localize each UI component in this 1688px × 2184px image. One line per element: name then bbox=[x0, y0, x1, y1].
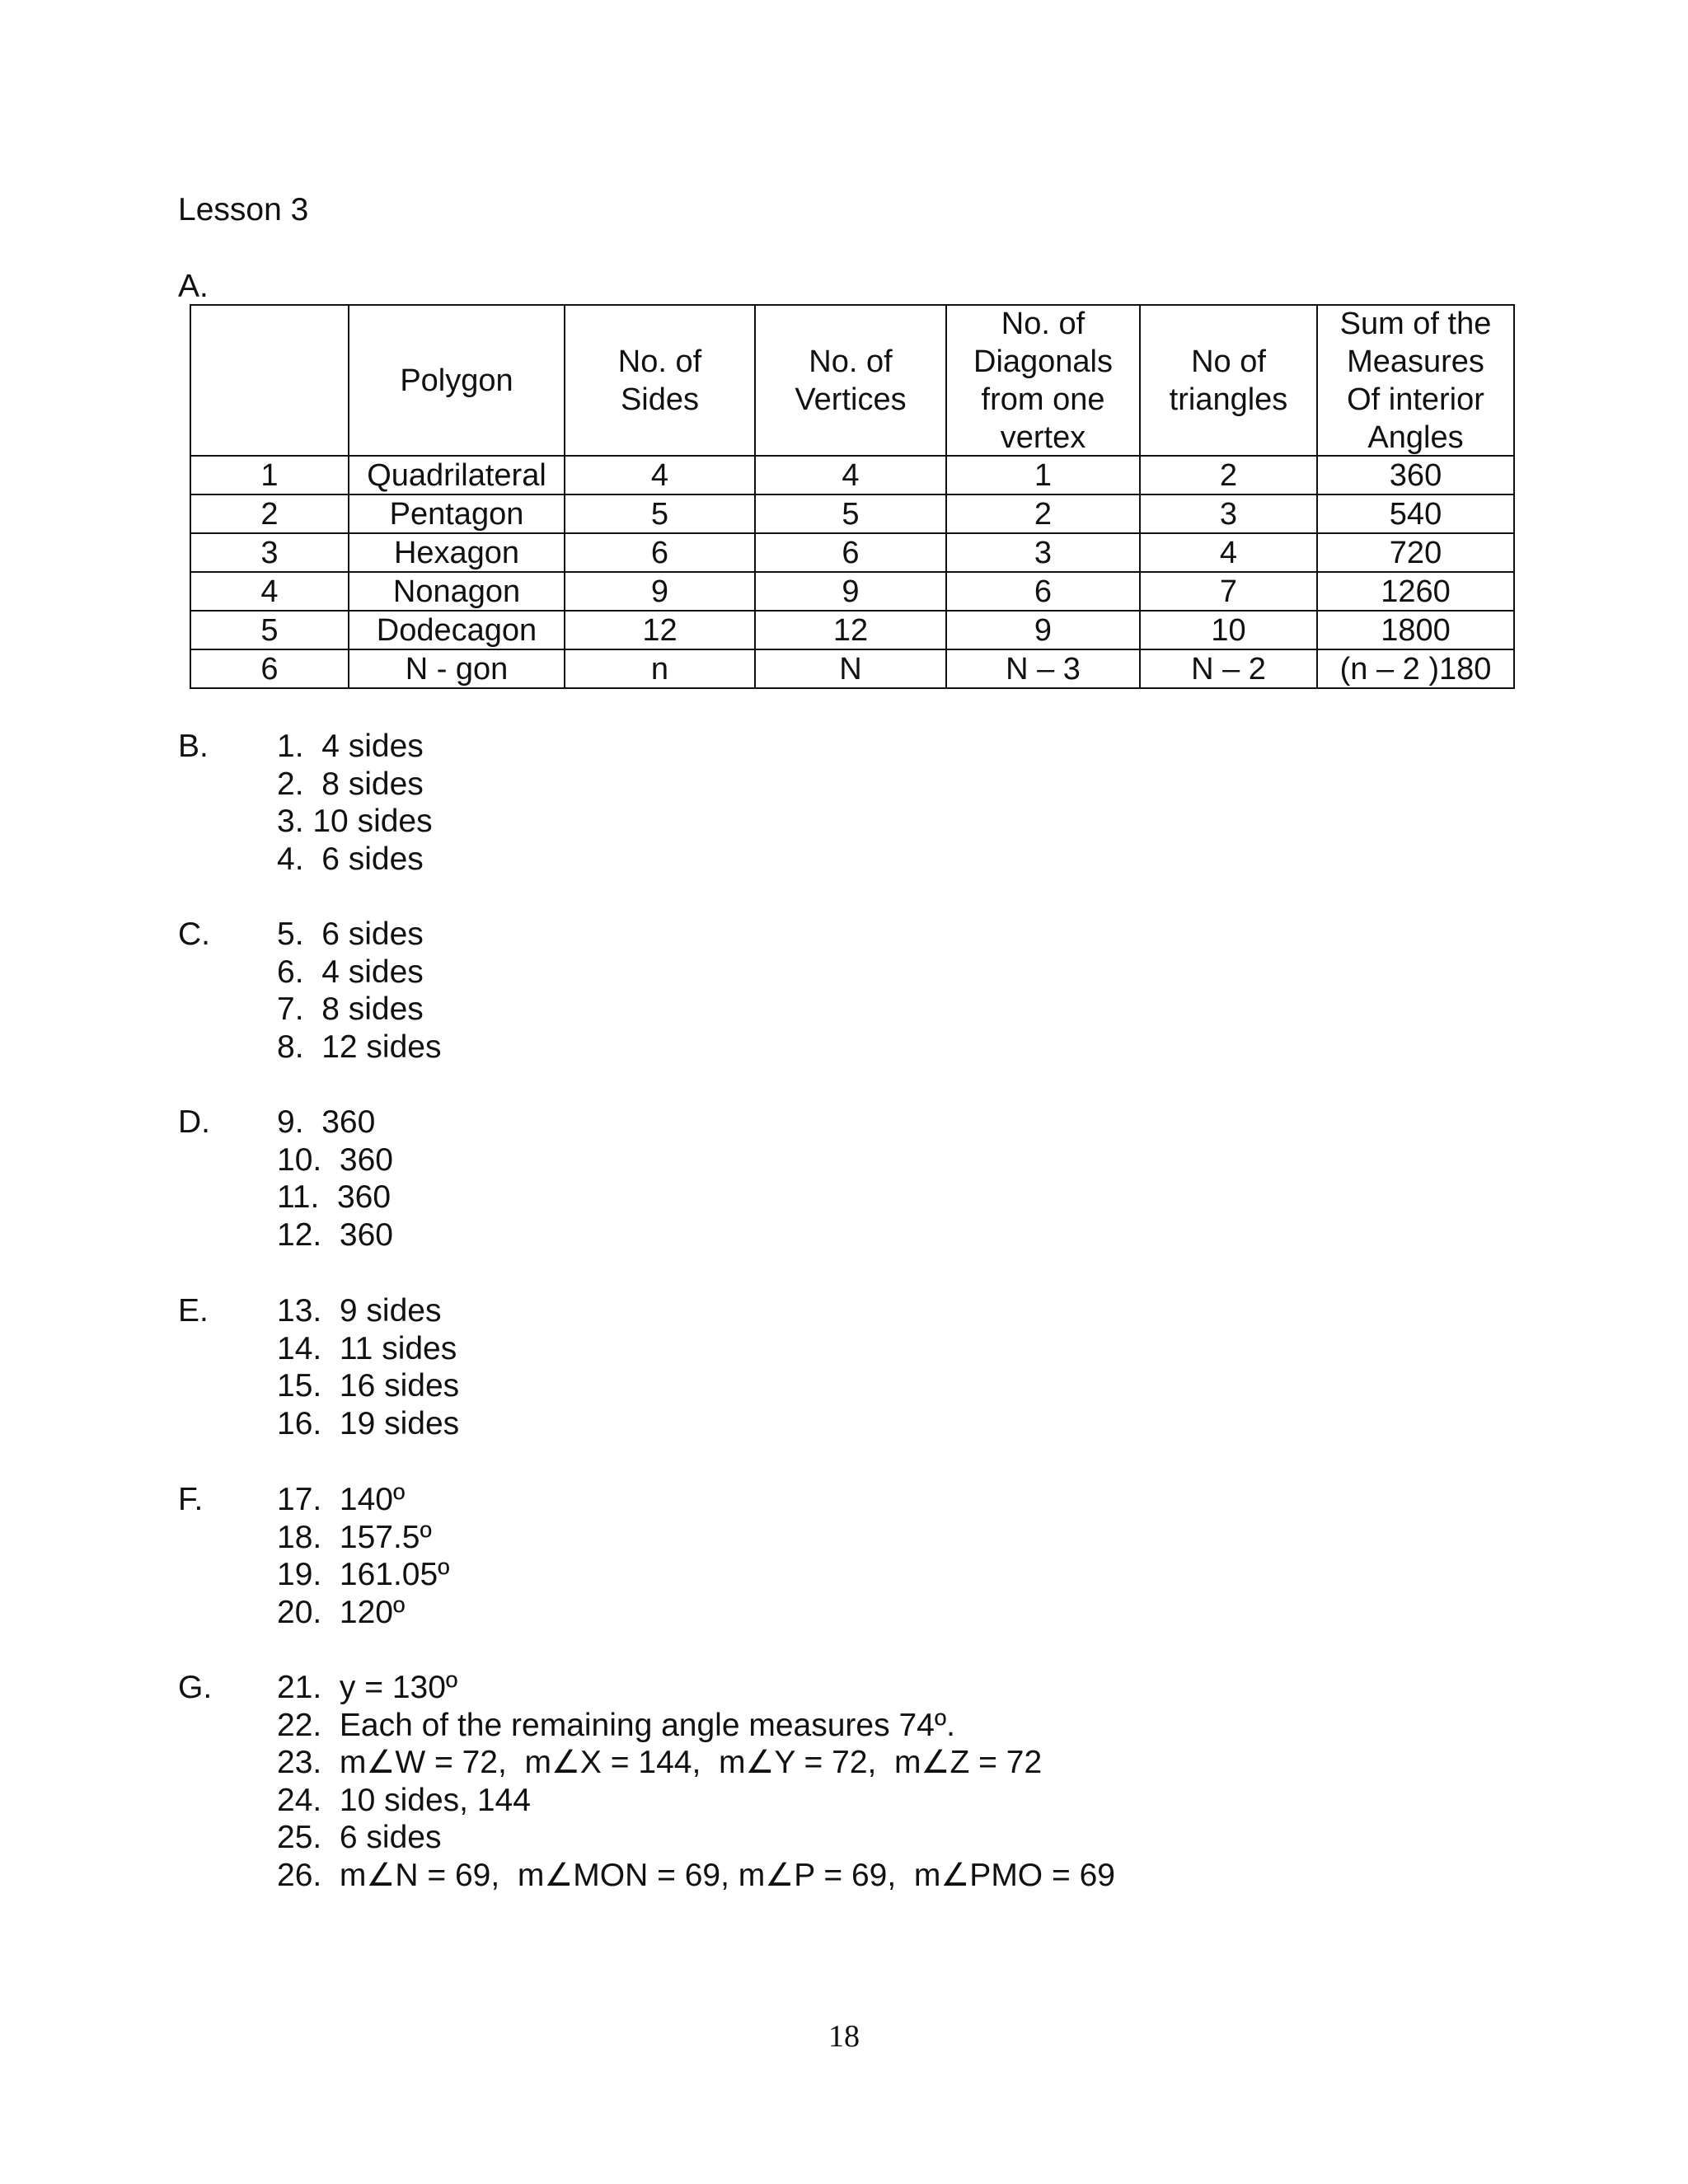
table-header-cell bbox=[1317, 305, 1514, 456]
table-cell: 4 bbox=[755, 456, 946, 494]
list-item: 24. 10 sides, 144 bbox=[277, 1782, 531, 1818]
table-cell: 6 bbox=[565, 533, 755, 572]
table-cell: 3 bbox=[946, 533, 1140, 572]
list-item: 15. 16 sides bbox=[277, 1368, 460, 1404]
list-item: 10. 360 bbox=[277, 1141, 393, 1178]
table-cell: 1260 bbox=[1317, 572, 1514, 611]
table-header-text bbox=[191, 306, 348, 455]
answer-list bbox=[277, 1481, 449, 1631]
table-cell: 720 bbox=[1317, 533, 1514, 572]
list-item: 19. 161.05º bbox=[277, 1557, 450, 1592]
table-cell: 1 bbox=[946, 456, 1140, 494]
list-item: 9. 360 bbox=[277, 1104, 376, 1140]
table-cell: 2 bbox=[1140, 456, 1317, 494]
table-header-text: Sum of the Measures Of interior Angles bbox=[1339, 306, 1492, 455]
answer-list bbox=[277, 1104, 393, 1254]
table-row bbox=[190, 572, 1514, 611]
table-cell: 1800 bbox=[1317, 611, 1514, 649]
table-body bbox=[190, 456, 1514, 688]
list-item: 6. 4 sides bbox=[277, 954, 424, 990]
list-item: 25. 6 sides bbox=[277, 1820, 442, 1855]
table-cell: 5 bbox=[190, 611, 349, 649]
list-item: 21. y = 130º bbox=[277, 1670, 458, 1705]
table-cell: Pentagon bbox=[349, 494, 565, 533]
table-header-text: No. of Sides bbox=[617, 344, 702, 417]
table-cell: 4 bbox=[1140, 533, 1317, 572]
table-cell: 3 bbox=[1140, 494, 1317, 533]
table-cell: n bbox=[565, 649, 755, 688]
table-header-row bbox=[190, 305, 1514, 456]
table-cell: 4 bbox=[565, 456, 755, 494]
answer-list bbox=[277, 728, 433, 878]
list-item: 1. 4 sides bbox=[277, 729, 424, 764]
table-cell: Hexagon bbox=[349, 533, 565, 572]
section-letter: E. bbox=[178, 1293, 209, 1329]
table-cell: 10 bbox=[1140, 611, 1317, 649]
section-letter: F. bbox=[178, 1482, 204, 1517]
list-item: 3. 10 sides bbox=[277, 804, 433, 839]
list-item: 12. 360 bbox=[277, 1216, 393, 1253]
table-header-cell bbox=[755, 305, 946, 456]
table-cell: 9 bbox=[755, 572, 946, 611]
table-header-text: No of triangles bbox=[1169, 344, 1288, 417]
list-item: 14. 11 sides bbox=[277, 1330, 457, 1366]
table-cell: 540 bbox=[1317, 494, 1514, 533]
table-cell: Quadrilateral bbox=[349, 456, 565, 494]
answer-list bbox=[277, 1669, 1115, 1894]
table-header-text: Polygon bbox=[400, 363, 513, 398]
table-header-cell bbox=[565, 305, 755, 456]
list-item: 13. 9 sides bbox=[277, 1293, 442, 1329]
table-cell: 6 bbox=[946, 572, 1140, 611]
list-item: 7. 8 sides bbox=[277, 991, 424, 1027]
table-header-cell bbox=[349, 305, 565, 456]
table-row bbox=[190, 649, 1514, 688]
list-item: 16. 19 sides bbox=[277, 1405, 460, 1441]
answer-list bbox=[277, 916, 441, 1066]
table-cell: N bbox=[755, 649, 946, 688]
table-header bbox=[190, 305, 1514, 456]
page-number: 18 bbox=[828, 2019, 860, 2054]
list-item: 23. m∠W = 72, m∠X = 144, m∠Y = 72, m∠Z = 72 bbox=[277, 1745, 1043, 1780]
table-cell: 12 bbox=[755, 611, 946, 649]
table-header-text: No. of Diagonals from one vertex bbox=[973, 306, 1113, 455]
table-cell: 2 bbox=[190, 494, 349, 533]
list-item: 2. 8 sides bbox=[277, 766, 424, 802]
list-item: 17. 140º bbox=[277, 1482, 406, 1517]
list-item: 26. m∠N = 69, m∠MON = 69, m∠P = 69, m∠PMO = 69 bbox=[277, 1857, 1115, 1893]
table-header-cell bbox=[946, 305, 1140, 456]
page-heading: Lesson 3 bbox=[178, 192, 309, 227]
table-cell: N – 2 bbox=[1140, 649, 1317, 688]
section-letter: B. bbox=[178, 729, 209, 764]
table-cell: N - gon bbox=[349, 649, 565, 688]
table-row bbox=[190, 494, 1514, 533]
table-row bbox=[190, 611, 1514, 649]
list-item: 18. 157.5º bbox=[277, 1519, 432, 1555]
table-cell: 7 bbox=[1140, 572, 1317, 611]
section-letter: G. bbox=[178, 1670, 213, 1705]
list-item: 11. 360 bbox=[277, 1179, 392, 1215]
table-cell: 1 bbox=[190, 456, 349, 494]
section-a-label: A. bbox=[178, 269, 209, 304]
table-header-cell bbox=[190, 305, 349, 456]
list-item: 4. 6 sides bbox=[277, 841, 424, 877]
list-item: 22. Each of the remaining angle measures 74º. bbox=[277, 1707, 955, 1743]
table-cell: 9 bbox=[946, 611, 1140, 649]
polygon-table bbox=[190, 304, 1515, 689]
table-cell: 6 bbox=[190, 649, 349, 688]
table-header-text: No. of Vertices bbox=[795, 344, 907, 417]
table-cell: 6 bbox=[755, 533, 946, 572]
table-cell: Nonagon bbox=[349, 572, 565, 611]
table-cell: 2 bbox=[946, 494, 1140, 533]
table-cell: (n – 2 )180 bbox=[1317, 649, 1514, 688]
table-cell: 5 bbox=[565, 494, 755, 533]
table-row bbox=[190, 456, 1514, 494]
table-cell: Dodecagon bbox=[349, 611, 565, 649]
table-cell: 12 bbox=[565, 611, 755, 649]
section-letter: C. bbox=[178, 916, 210, 952]
table-row bbox=[190, 533, 1514, 572]
answer-list bbox=[277, 1292, 459, 1442]
list-item: 5. 6 sides bbox=[277, 916, 424, 952]
table-cell: 3 bbox=[190, 533, 349, 572]
table-cell: 360 bbox=[1317, 456, 1514, 494]
section-letter: D. bbox=[178, 1104, 210, 1140]
table-cell: 9 bbox=[565, 572, 755, 611]
list-item: 20. 120º bbox=[277, 1594, 406, 1630]
list-item: 8. 12 sides bbox=[277, 1029, 442, 1065]
table-header-cell bbox=[1140, 305, 1317, 456]
table-cell: 5 bbox=[755, 494, 946, 533]
table-cell: N – 3 bbox=[946, 649, 1140, 688]
table-cell: 4 bbox=[190, 572, 349, 611]
